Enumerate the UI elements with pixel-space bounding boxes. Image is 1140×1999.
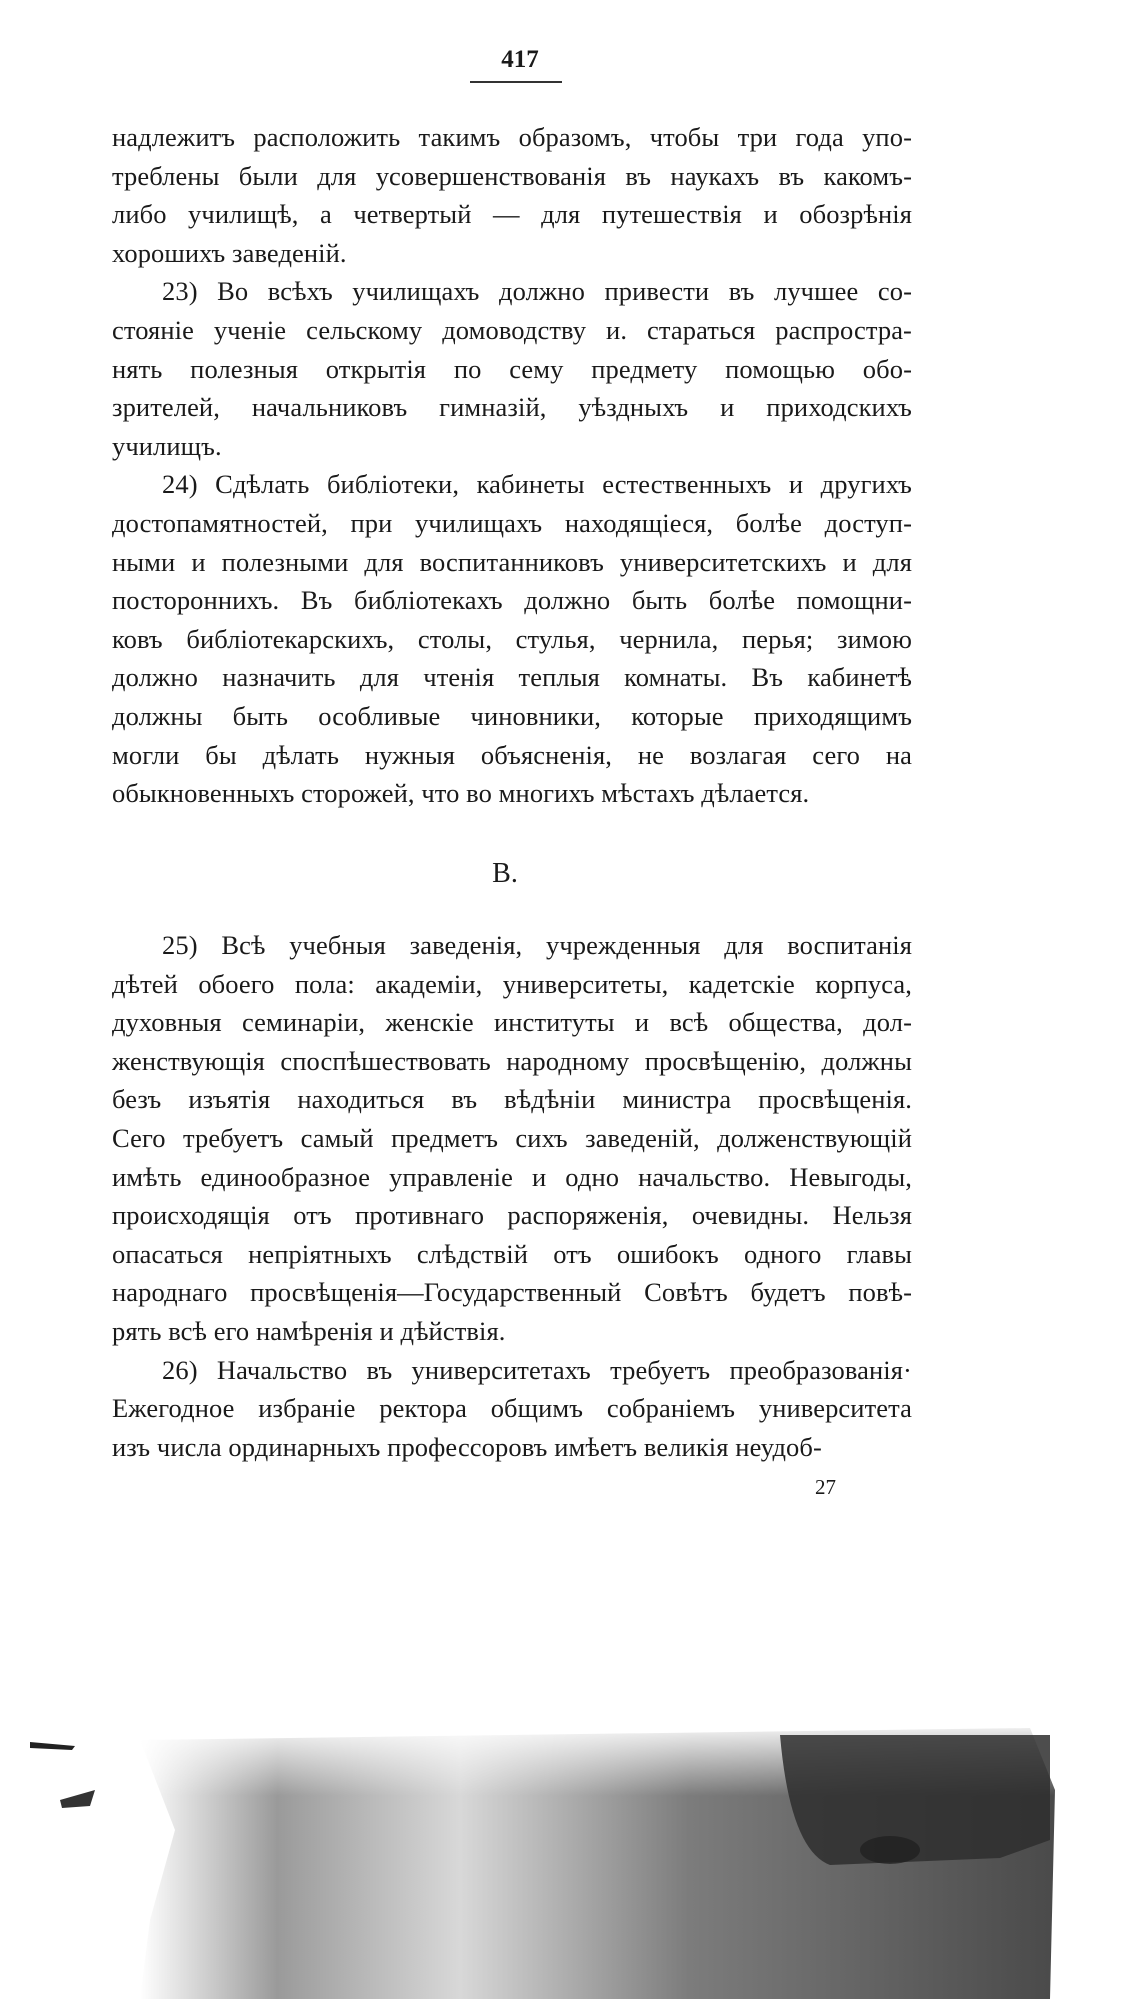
text-line: стояніе ученіе сельскому домоводству и. стараться распростра- bbox=[112, 314, 912, 345]
text-line: надлежитъ расположить такимъ образомъ, чтобы три года упо- bbox=[112, 122, 912, 152]
text-line: духовныя семинаріи, женскіе институты и всѣ общества, дол- bbox=[112, 1007, 912, 1038]
text-line: постороннихъ. Въ библіотекахъ должно быть болѣе помощни- bbox=[112, 585, 912, 616]
text-line: рять всѣ его намѣренія и дѣйствія. bbox=[112, 1315, 506, 1346]
text-block-upper bbox=[112, 118, 912, 813]
text-line: 26) Начальство въ университетахъ требуетъ преобразованія· bbox=[162, 1354, 912, 1385]
text-line: народнаго просвѣщенія—Государственный Совѣтъ будетъ повѣ- bbox=[112, 1277, 912, 1308]
signature-mark: 27 bbox=[815, 1475, 836, 1499]
text-line: могли бы дѣлать нужныя объясненія, не возлагая сего на bbox=[112, 739, 912, 770]
text-line: должны быть особливые чиновники, которые приходящимъ bbox=[112, 700, 912, 731]
text-line: происходящія отъ противнаго распоряженія, очевидны. Нельзя bbox=[112, 1200, 912, 1231]
text-line: достопамятностей, при училищахъ находящіеся, болѣе доступ- bbox=[112, 507, 912, 538]
page-number-rule bbox=[470, 81, 562, 83]
text-line: безъ изъятія находиться въ вѣдѣніи министра просвѣщенія. bbox=[112, 1084, 912, 1115]
text-line: изъ числа ординарныхъ профессоровъ имѣетъ великія неудоб- bbox=[112, 1431, 822, 1462]
text-line: нять полезныя открытія по сему предмету помощью обо- bbox=[112, 353, 912, 384]
text-line: ными и полезными для воспитанниковъ университетскихъ и для bbox=[112, 546, 912, 577]
section-heading: В. bbox=[492, 858, 518, 889]
text-block-lower bbox=[112, 926, 912, 1466]
text-line: училищъ. bbox=[112, 430, 222, 461]
text-line: женствующія споспѣшествовать народному просвѣщенію, должны bbox=[112, 1045, 912, 1076]
text-line: хорошихъ заведеній. bbox=[112, 237, 347, 268]
text-line: Ежегодное избраніе ректора общимъ собраніемъ университета bbox=[112, 1393, 912, 1424]
text-line: зрителей, начальниковъ гимназій, уѣздныхъ и приходскихъ bbox=[112, 392, 912, 423]
scan-shadow-artifact bbox=[0, 1690, 1140, 1999]
text-line: 24) Сдѣлать библіотеки, кабинеты естественныхъ и другихъ bbox=[162, 469, 912, 500]
text-line: 25) Всѣ учебныя заведенія, учрежденныя для воспитанія bbox=[162, 930, 912, 960]
page-number: 417 bbox=[501, 46, 539, 73]
text-line: треблены были для усовершенствованія въ наукахъ въ какомъ- bbox=[112, 160, 912, 191]
text-line: имѣть единообразное управленіе и одно начальство. Невыгоды, bbox=[112, 1161, 912, 1192]
text-line: 23) Во всѣхъ училищахъ должно привести въ лучшее со- bbox=[162, 276, 912, 307]
text-line: обыкновенныхъ сторожей, что во многихъ мѣстахъ дѣлается. bbox=[112, 778, 810, 809]
text-line: Сего требуетъ самый предметъ сихъ заведеній, долженствующій bbox=[112, 1122, 912, 1153]
text-line: опасаться непріятныхъ слѣдствій отъ ошибокъ одного главы bbox=[112, 1238, 912, 1269]
text-line: должно назначить для чтенія теплыя комнаты. Въ кабинетѣ bbox=[112, 662, 912, 693]
text-line: либо училищѣ, а четвертый — для путешествія и обозрѣнія bbox=[112, 199, 912, 230]
text-line: дѣтей обоего пола: академіи, университеты, кадетскіе корпуса, bbox=[112, 968, 912, 999]
text-line: ковъ библіотекарскихъ, столы, стулья, чернила, перья; зимою bbox=[112, 623, 912, 654]
